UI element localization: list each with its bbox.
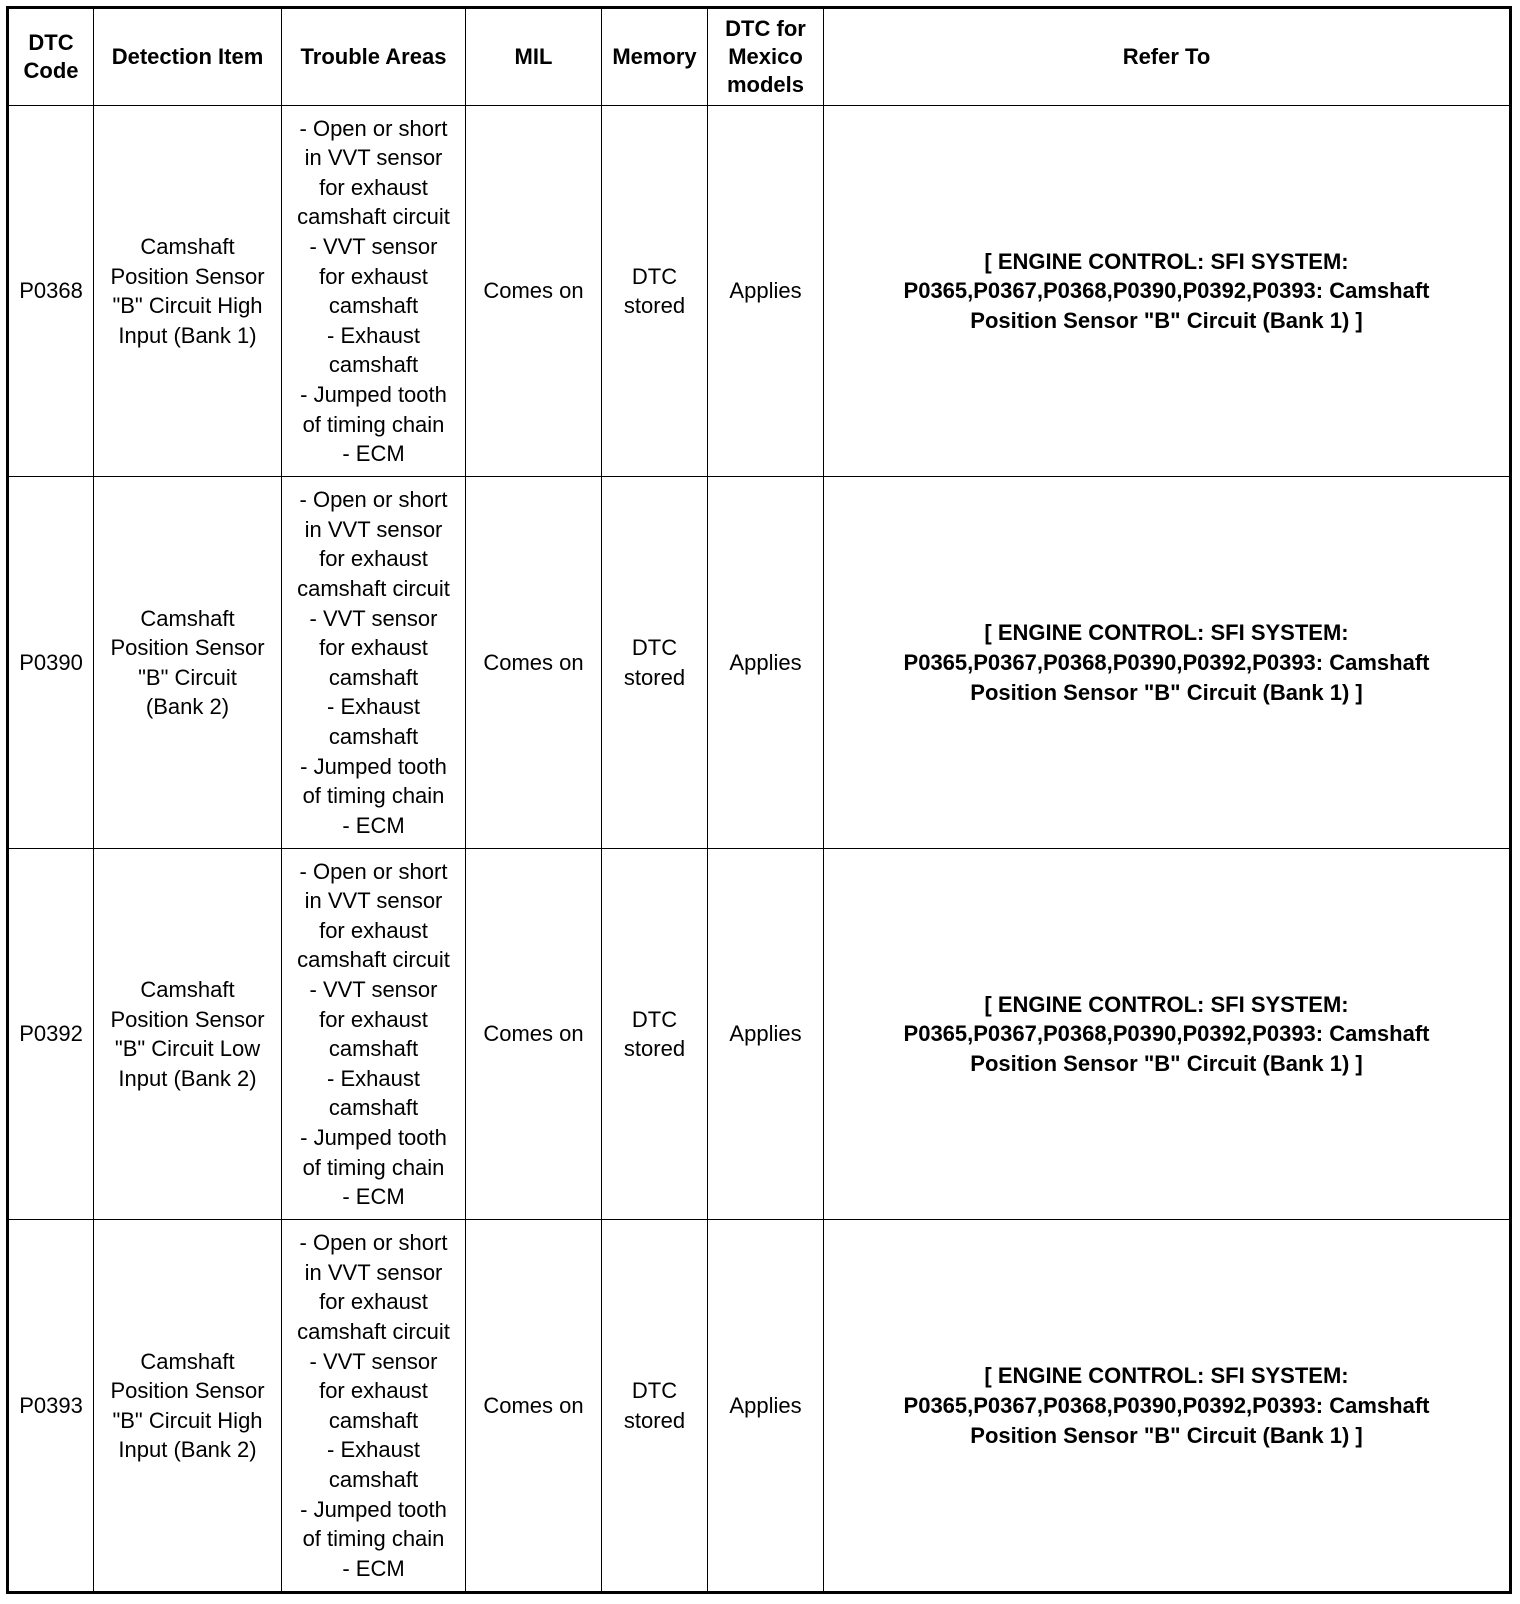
trouble-area-line: - VVT sensor bbox=[309, 1348, 438, 1374]
trouble-areas-cell bbox=[282, 106, 466, 477]
refer-line: P0365,P0367,P0368,P0390,P0392,P0393: Camshaft bbox=[903, 1021, 1430, 1047]
trouble-area-line: for exhaust bbox=[319, 546, 428, 572]
trouble-area-line: - Exhaust bbox=[327, 1437, 420, 1463]
detection-line: Camshaft bbox=[140, 605, 235, 631]
header-trouble-areas bbox=[282, 8, 466, 106]
trouble-area-line: - Jumped tooth bbox=[300, 753, 447, 779]
mexico-cell: Applies bbox=[708, 1220, 824, 1593]
trouble-area-line: camshaft bbox=[328, 1036, 419, 1062]
detection-line: "B" Circuit bbox=[138, 664, 237, 690]
memory-cell bbox=[602, 1220, 708, 1593]
trouble-area-line: - Open or short bbox=[299, 1230, 448, 1256]
detection-line: Camshaft bbox=[140, 977, 235, 1003]
refer-to-cell bbox=[824, 848, 1511, 1219]
header-line: Refer To bbox=[1122, 44, 1211, 69]
header-line: Detection Item bbox=[111, 44, 264, 69]
trouble-area-line: - Exhaust bbox=[327, 1065, 420, 1091]
trouble-area-line: - VVT sensor bbox=[309, 605, 438, 631]
trouble-area-line: camshaft bbox=[328, 1095, 419, 1121]
table-row bbox=[8, 848, 1511, 1219]
trouble-area-line: - Exhaust bbox=[327, 694, 420, 720]
header-row bbox=[8, 8, 1511, 106]
trouble-area-line: - VVT sensor bbox=[309, 234, 438, 260]
dtc-code-cell: P0392 bbox=[8, 848, 94, 1219]
detection-line: "B" Circuit Low bbox=[114, 1036, 261, 1062]
refer-to-cell bbox=[824, 477, 1511, 848]
trouble-area-line: in VVT sensor bbox=[304, 145, 443, 171]
refer-line: [ ENGINE CONTROL: SFI SYSTEM: bbox=[984, 1363, 1349, 1389]
detection-line: Position Sensor bbox=[110, 1378, 265, 1404]
trouble-area-line: for exhaust bbox=[319, 1289, 428, 1315]
trouble-area-line: - Exhaust bbox=[327, 322, 420, 348]
dtc-code-cell: P0393 bbox=[8, 1220, 94, 1593]
header-refer-to bbox=[824, 8, 1511, 106]
detection-line: Input (Bank 1) bbox=[118, 322, 257, 348]
trouble-area-line: for exhaust bbox=[319, 263, 428, 289]
header-detection-item bbox=[94, 8, 282, 106]
memory-line: DTC bbox=[631, 1378, 678, 1404]
table-row bbox=[8, 1220, 1511, 1593]
refer-line: [ ENGINE CONTROL: SFI SYSTEM: bbox=[984, 620, 1349, 646]
detection-line: Camshaft bbox=[140, 234, 235, 260]
trouble-area-line: camshaft circuit bbox=[297, 1318, 450, 1344]
detection-line: Camshaft bbox=[140, 1348, 235, 1374]
memory-line: stored bbox=[623, 1036, 686, 1062]
trouble-area-line: - Jumped tooth bbox=[300, 1496, 447, 1522]
dtc-table bbox=[6, 6, 1512, 1594]
detection-line: Input (Bank 2) bbox=[118, 1065, 257, 1091]
trouble-area-line: of timing chain bbox=[302, 783, 445, 809]
trouble-areas-cell bbox=[282, 477, 466, 848]
refer-line: Position Sensor "B" Circuit (Bank 1) ] bbox=[970, 1051, 1363, 1076]
trouble-area-line: camshaft bbox=[328, 1407, 419, 1433]
detection-line: Input (Bank 2) bbox=[118, 1437, 257, 1463]
trouble-area-line: camshaft circuit bbox=[297, 575, 450, 601]
header-line: DTC bbox=[28, 30, 74, 55]
header-line: DTC for bbox=[725, 16, 806, 41]
mexico-cell: Applies bbox=[708, 106, 824, 477]
table-row bbox=[8, 106, 1511, 477]
trouble-area-line: for exhaust bbox=[319, 635, 428, 661]
trouble-area-line: - ECM bbox=[342, 441, 405, 467]
refer-to-cell bbox=[824, 106, 1511, 477]
detection-line: Position Sensor bbox=[110, 1006, 265, 1032]
trouble-area-line: in VVT sensor bbox=[304, 888, 443, 914]
refer-line: Position Sensor "B" Circuit (Bank 1) ] bbox=[970, 308, 1363, 334]
table-body bbox=[8, 106, 1511, 1593]
trouble-area-line: camshaft bbox=[328, 352, 419, 378]
refer-line: Position Sensor "B" Circuit (Bank 1) ] bbox=[970, 1422, 1363, 1448]
trouble-area-line: for exhaust bbox=[319, 917, 428, 943]
memory-line: stored bbox=[623, 293, 686, 319]
refer-line: P0365,P0367,P0368,P0390,P0392,P0393: Camshaft bbox=[903, 649, 1430, 675]
trouble-area-line: for exhaust bbox=[319, 174, 428, 200]
mil-cell: Comes on bbox=[466, 1220, 602, 1593]
dtc-code-cell: P0390 bbox=[8, 477, 94, 848]
mexico-cell: Applies bbox=[708, 477, 824, 848]
trouble-area-line: - Open or short bbox=[299, 487, 448, 513]
header-line: Memory bbox=[612, 44, 697, 69]
detection-item-cell bbox=[94, 848, 282, 1219]
header-line: models bbox=[726, 72, 805, 97]
trouble-area-line: camshaft bbox=[328, 723, 419, 749]
refer-line: [ ENGINE CONTROL: SFI SYSTEM: bbox=[984, 248, 1349, 274]
trouble-area-line: camshaft circuit bbox=[297, 947, 450, 973]
refer-line: P0365,P0367,P0368,P0390,P0392,P0393: Camshaft bbox=[903, 1392, 1430, 1418]
detection-item-cell bbox=[94, 106, 282, 477]
trouble-area-line: - Jumped tooth bbox=[300, 382, 447, 408]
memory-line: stored bbox=[623, 664, 686, 690]
trouble-area-line: - Open or short bbox=[299, 858, 448, 884]
refer-line: P0365,P0367,P0368,P0390,P0392,P0393: Camshaft bbox=[903, 278, 1430, 304]
refer-to-cell bbox=[824, 1220, 1511, 1593]
header-line: Trouble Areas bbox=[300, 44, 447, 69]
trouble-area-line: - ECM bbox=[342, 1555, 405, 1581]
memory-line: DTC bbox=[631, 263, 678, 289]
memory-cell bbox=[602, 477, 708, 848]
header-memory bbox=[602, 8, 708, 106]
trouble-areas-cell bbox=[282, 1220, 466, 1593]
memory-line: DTC bbox=[631, 635, 678, 661]
trouble-area-line: camshaft circuit bbox=[297, 204, 450, 230]
trouble-area-line: of timing chain bbox=[302, 1154, 445, 1180]
refer-line: [ ENGINE CONTROL: SFI SYSTEM: bbox=[984, 991, 1349, 1017]
trouble-area-line: - ECM bbox=[342, 812, 405, 838]
trouble-area-line: camshaft bbox=[328, 1466, 419, 1492]
detection-line: "B" Circuit High bbox=[112, 1407, 263, 1433]
mil-cell: Comes on bbox=[466, 106, 602, 477]
refer-line: Position Sensor "B" Circuit (Bank 1) ] bbox=[970, 679, 1363, 705]
trouble-area-line: - VVT sensor bbox=[309, 977, 438, 1003]
header-line: Mexico bbox=[728, 44, 803, 69]
header-dtc-mexico bbox=[708, 8, 824, 106]
trouble-area-line: for exhaust bbox=[319, 1006, 428, 1032]
trouble-area-line: - Open or short bbox=[299, 115, 448, 141]
mil-cell: Comes on bbox=[466, 477, 602, 848]
memory-line: stored bbox=[623, 1407, 686, 1433]
header-line: Code bbox=[23, 58, 79, 83]
mil-cell: Comes on bbox=[466, 848, 602, 1219]
trouble-area-line: camshaft bbox=[328, 293, 419, 319]
trouble-area-line: - Jumped tooth bbox=[300, 1124, 447, 1150]
trouble-area-line: in VVT sensor bbox=[304, 1259, 443, 1285]
memory-cell bbox=[602, 848, 708, 1219]
detection-line: Position Sensor bbox=[110, 263, 265, 289]
trouble-area-line: of timing chain bbox=[302, 1526, 445, 1552]
detection-line: Position Sensor bbox=[110, 635, 265, 661]
detection-item-cell bbox=[94, 477, 282, 848]
dtc-code-cell: P0368 bbox=[8, 106, 94, 477]
trouble-area-line: for exhaust bbox=[319, 1378, 428, 1404]
memory-line: DTC bbox=[631, 1006, 678, 1032]
header-dtc-code bbox=[8, 8, 94, 106]
detection-line: (Bank 2) bbox=[145, 694, 230, 720]
trouble-area-line: in VVT sensor bbox=[304, 516, 443, 542]
trouble-area-line: camshaft bbox=[328, 664, 419, 690]
detection-item-cell bbox=[94, 1220, 282, 1593]
memory-cell bbox=[602, 106, 708, 477]
header-line: MIL bbox=[514, 44, 553, 69]
mexico-cell: Applies bbox=[708, 848, 824, 1219]
detection-line: "B" Circuit High bbox=[112, 293, 263, 319]
trouble-area-line: of timing chain bbox=[302, 411, 445, 437]
trouble-areas-cell bbox=[282, 848, 466, 1219]
trouble-area-line: - ECM bbox=[342, 1184, 405, 1210]
table-row bbox=[8, 477, 1511, 848]
header-mil bbox=[466, 8, 602, 106]
